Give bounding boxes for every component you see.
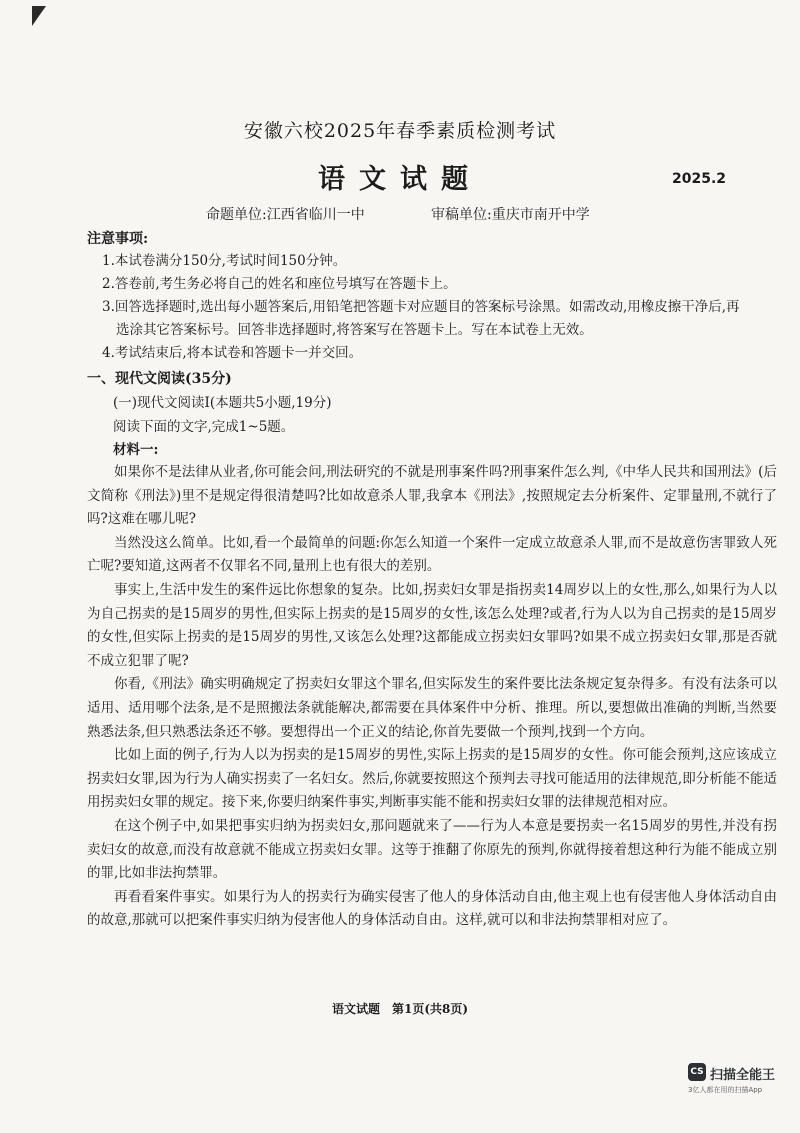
- paragraph: 再看看案件事实。如果行为人的拐卖行为确实侵害了他人的身体活动自由,他主观上也有侵害他人身体活动自由的故意,那就可以把案件事实归纳为侵害他人的身体活动自由。这样,就可以和非法拘禁罪相对应了。: [87, 888, 777, 929]
- notice-list: [102, 250, 742, 365]
- paragraph: 你看,《刑法》确实明确规定了拐卖妇女罪这个罪名,但实际发生的案件要比法条规定复杂得多。有没有法条可以适用、适用哪个法条,是不是照搬法条就能解决,都需要在具体案件中分析、推理。所以,要想做出准确的判断,当然要熟悉法条,但只熟悉法条还不够。要想得出一个正义的结论,你首先要做一个预判,找到一个方向。: [87, 676, 777, 740]
- exam-title: 安徽六校2025年春季素质检测考试: [243, 120, 557, 142]
- scanner-app-name: 扫描全能王: [710, 1068, 776, 1083]
- scanner-slogan: 3亿人都在用的扫描App: [688, 1086, 763, 1094]
- paragraph: 比如上面的例子,行为人以为拐卖的是15周岁的男性,实际上拐卖的是15周岁的女性。你可能会预判,这应该成立拐卖妇女罪,因为行为人确实拐卖了一名妇女。然后,你就要按照这个预判去寻找可能适用的法律规范,即分析能不能适用拐卖妇女罪的规定。接下来,你要归纳案件事实,判断事实能不能和拐卖妇女罪的法律规范相对应。: [87, 747, 777, 811]
- notice-item: 1.本试卷满分150分,考试时间150分钟。: [102, 253, 347, 269]
- notice-title: 注意事项:: [87, 231, 149, 247]
- setter-unit: 命题单位:江西省临川一中: [206, 207, 365, 223]
- paragraph: 事实上,生活中发生的案件远比你想象的复杂。比如,拐卖妇女罪是指拐卖14周岁以上的女性,那么,如果行为人以为自己拐卖的是15周岁的男性,但实际上拐卖的是15周岁的女性,该怎么处理?或者,行为人以为自己拐卖的是15周岁的女性,但实际上拐卖的是15周岁的男性,又该怎么处理?这都能成立拐卖妇女罪吗?如果不成立拐卖妇女罪,那是否就不成立犯罪了呢?: [87, 581, 777, 669]
- exam-date: 2025.2: [672, 171, 727, 187]
- subsection-title: (一)现代文阅读Ⅰ(本题共5小题,19分): [113, 395, 332, 411]
- reading-instruction: 阅读下面的文字,完成1~5题。: [113, 419, 295, 435]
- material-label: 材料一:: [113, 442, 159, 458]
- paragraph: 如果你不是法律从业者,你可能会问,刑法研究的不就是刑事案件吗?刑事案件怎么判,《中华人民共和国刑法》(后文简称《刑法》)里不是规定得很清楚吗?比如故意杀人罪,我拿本《刑法》,按照规定去分析案件、定罪量刑,不就行了吗?这难在哪儿呢?: [87, 464, 777, 528]
- notice-item: 3.回答选择题时,选出每小题答案后,用铅笔把答题卡对应题目的答案标号涂黑。如需改动,用橡皮擦干净后,再选涂其它答案标号。回答非选择题时,将答案写在答题卡上。写在本试卷上无效。: [102, 299, 740, 338]
- subject-title: 语文试题: [318, 164, 482, 195]
- notice-item: 2.答卷前,考生务必将自己的姓名和座位号填写在答题卡上。: [102, 276, 457, 292]
- scan-corner-mark: [32, 6, 46, 26]
- paragraph: 在这个例子中,如果把事实归纳为拐卖妇女,那问题就来了——行为人本意是要拐卖一名15周岁的男性,并没有拐卖妇女的故意,而没有故意就不能成立拐卖妇女罪。这等于推翻了你原先的预判,你就得接着想这种行为能不能成立别的罪,比如非法拘禁罪。: [87, 817, 777, 882]
- material-body: [87, 461, 777, 933]
- reviewer-unit: 审稿单位:重庆市南开中学: [431, 207, 590, 223]
- scanner-watermark: [688, 1063, 788, 1103]
- camscanner-logo-icon: CS: [688, 1063, 706, 1081]
- notice-item: 4.考试结束后,将本试卷和答题卡一并交回。: [102, 345, 363, 361]
- paragraph: 当然没这么简单。比如,看一个最简单的问题:你怎么知道一个案件一定成立故意杀人罪,而不是故意伤害罪致人死亡呢?要知道,这两者不仅罪名不同,量刑上也有很大的差别。: [87, 534, 777, 575]
- section-title: 一、现代文阅读(35分): [87, 371, 232, 387]
- page-footer: 语文试题 第1页(共8页): [331, 1002, 469, 1016]
